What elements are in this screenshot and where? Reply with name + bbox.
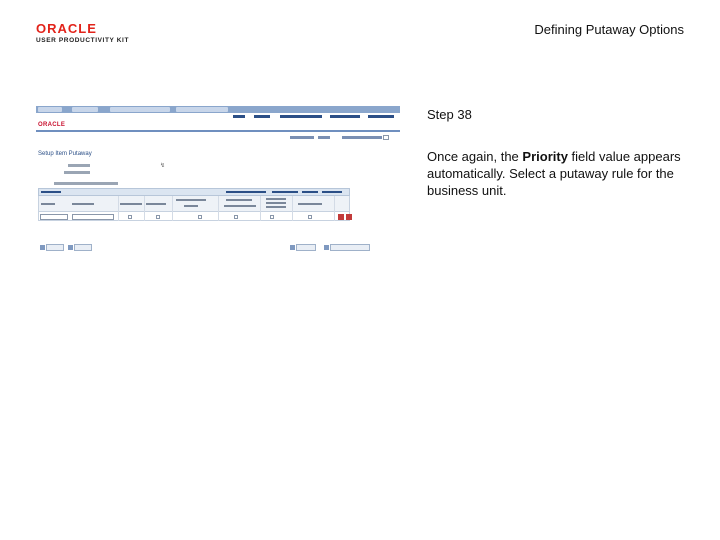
step-text-before: Once again, the xyxy=(427,149,523,164)
screenshot-breadcrumb-bar xyxy=(36,106,400,113)
screenshot-update-display-button xyxy=(330,244,370,251)
screenshot-checkbox xyxy=(128,215,132,219)
screenshot-checkbox xyxy=(270,215,274,219)
screenshot-save-icon xyxy=(40,245,45,250)
screenshot-save-button xyxy=(46,244,64,251)
screenshot-checkbox xyxy=(234,215,238,219)
screenshot-checkbox xyxy=(308,215,312,219)
application-screenshot: ORACLE Setup Item Putaway ↯ xyxy=(36,106,400,256)
screenshot-add-icon xyxy=(290,245,295,250)
oracle-logo: ORACLE xyxy=(36,21,97,36)
screenshot-display-icon xyxy=(324,245,329,250)
screenshot-notify-button xyxy=(74,244,92,251)
step-instructions xyxy=(427,148,689,199)
screenshot-checkbox xyxy=(156,215,160,219)
step-field-name: Priority xyxy=(522,149,568,164)
screenshot-notify-icon xyxy=(68,245,73,250)
screenshot-checkbox xyxy=(198,215,202,219)
screenshot-page-heading: Setup Item Putaway xyxy=(38,151,92,157)
screenshot-priority-input xyxy=(40,214,68,220)
step-number: Step 38 xyxy=(427,107,472,122)
page-title: Defining Putaway Options xyxy=(534,22,684,37)
screenshot-oracle-brand: ORACLE xyxy=(38,122,66,128)
screenshot-putaway-rule-select xyxy=(72,214,114,220)
upk-logo-subtitle: USER PRODUCTIVITY KIT xyxy=(36,37,130,44)
screenshot-add-button xyxy=(296,244,316,251)
step-text-after: field value appears automatically. Select a putaway rule for the business unit. xyxy=(427,149,681,198)
screenshot-brand-divider xyxy=(36,130,400,132)
